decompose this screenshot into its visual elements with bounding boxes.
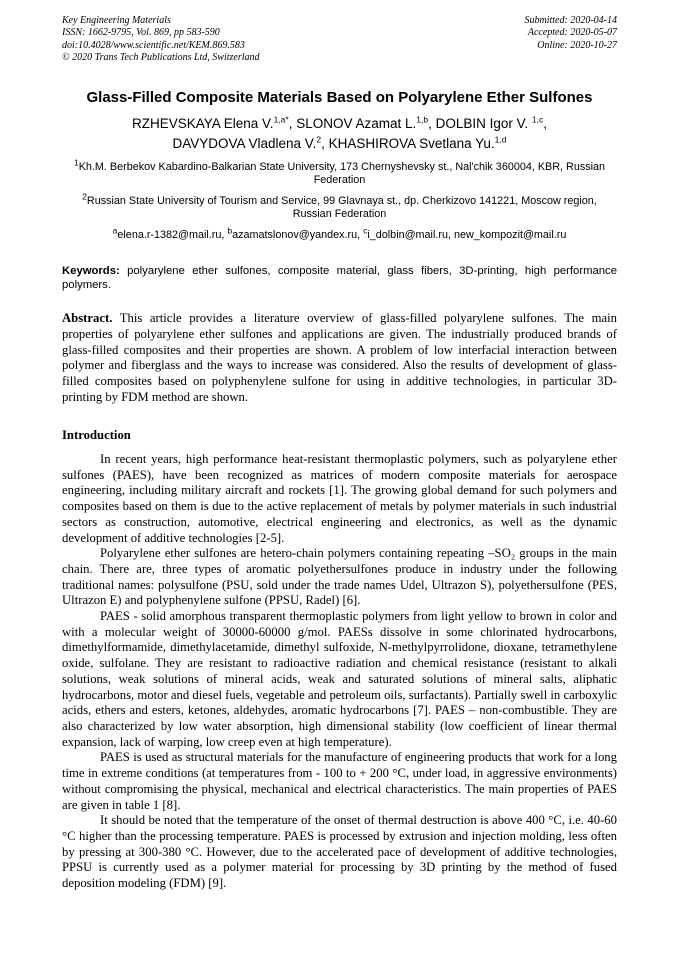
introduction-paragraph: Polyarylene ether sulfones are hetero-chain polymers containing repeating –SO₂ groups in the main chain. There are, three types of aromatic polyethersulfones produce in industry under the following traditional names: polysulfone (PSU, sold under the trade names Udel, Ultrazon S), polyethersulfone (PES, Ultrazon E) and polyphenylene sulfone (PPSU, Radel) [6]. xyxy=(62,546,617,608)
author-name: RZHEVSKAYA Elena V. xyxy=(131,115,274,131)
author-affil-marker: 1,a* xyxy=(273,114,289,125)
journal-header xyxy=(62,15,617,65)
issn-volume-line: ISSN: 1662-9795, Vol. 869, pp 583-590 xyxy=(62,27,220,39)
author-affil-marker: 1,c xyxy=(531,114,544,125)
abstract-block xyxy=(62,311,617,405)
introduction-paragraph: PAES is used as structural materials for the manufacture of engineering products that work for a long time in extreme conditions (at temperatures from - 100 to + 200 °C, under load, in aggressive environments) without compromising the physical, mechanical and electrical characteristics. The main properties of PAES are given in table 1 [8]. xyxy=(62,750,617,812)
copyright-line: © 2020 Trans Tech Publications Ltd, Switzerland xyxy=(62,52,260,64)
online-date: Online: 2020-10-27 xyxy=(537,39,617,51)
affiliation-text: Kh.M. Berbekov Kabardino-Balkarian State University, 173 Chernyshevsky st., Nal'chik 360004, KBR, Russian Federation xyxy=(78,160,606,187)
email-marker: b xyxy=(227,225,233,236)
author-affil-marker: 1,b xyxy=(416,114,429,125)
affiliation-text: Russian State University of Tourism and Service, 99 Glavnaya st., dp. Cherkizovo 141221, Moscow region, Russian Federation xyxy=(86,194,597,221)
affiliation-marker: 2 xyxy=(82,191,87,202)
author-name: DAVYDOVA Vladlena V. xyxy=(172,135,317,151)
keywords-text: polyarylene ether sulfones, composite material, glass fibers, 3D-printing, high performance polymers. xyxy=(62,265,617,292)
introduction-paragraph: PAES - solid amorphous transparent thermoplastic polymers from light yellow to brown in color and with a molecular weight of 30000-60000 g/mol. PAESs dissolve in some chlorinated hydrocarbons, dimethylformamide, dimethylacetamide, dimethyl sulfoxide, N-methylpyrrolidone, dioxane, tetramethylene oxide, sulfolane. They are resistant to radioactive radiation and chemical resistance (resistant to alkali solutions, weak solutions of mineral acids, weak and saturated solutions of mineral salts, aliphatic hydrocarbons, motor and diesel fuels, vegetable and petroleum oils, surfactants). Partially swell in carboxylic acids, ethers and esters, ketones, aldehydes, aromatic hydrocarbons [7]. PAES – non-combustible. They are also characterized by low water absorption, high dimensional stability (low coefficient of linear thermal expansion, lack of warping, low creep even at high temperature). xyxy=(62,609,617,749)
introduction-paragraph: In recent years, high performance heat-resistant thermoplastic polymers, such as polyarylene ether sulfones (PAES), have been recognized as matrices of modern composite materials for aerospace engineering, including military aircraft and rockets [1]. The growing global demand for such polymers and composites based on them is due to the active replacement of metals by polymer materials in such industrial sectors as construction, automotive, electrical engineering and electronics, as well as the dynamic development of additive technologies [2-5]. xyxy=(62,452,617,545)
email-address: elena.r-1382@mail.ru xyxy=(117,228,222,241)
author-name: KHASHIROVA Svetlana Yu. xyxy=(328,135,495,151)
affiliation-1 xyxy=(62,157,617,188)
abstract-label: Abstract. xyxy=(62,311,113,326)
email-address: azamatslonov@yandex.ru xyxy=(232,228,358,241)
keywords-block xyxy=(62,264,617,292)
submitted-date: Submitted: 2020-04-14 xyxy=(524,15,617,26)
affiliation-2 xyxy=(62,191,617,222)
affiliation-marker: 1 xyxy=(73,157,79,168)
journal-info xyxy=(62,15,260,65)
abstract-text: This article provides a literature overview of glass-filled polyarylene sulfones. The main properties of polyarylene ether sulfones and applications are given. The industrially produced brands of glass-filled composites and their properties are shown. A problem of low interfacial interaction between polymer and fiberglass and the ways to increase was considered. Also the results of development of glass-filled composites based on polyphenylene sulfone for using in additive technologies, in particular 3D-printing by FDM method are shown. xyxy=(62,311,617,404)
author-affil-marker: 1,d xyxy=(494,134,507,145)
author-affil-marker: 2 xyxy=(316,134,322,145)
author-list xyxy=(62,114,617,154)
email-address: i_dolbin@mail.ru xyxy=(367,228,448,241)
author-emails: $^a$elena.r-1382@mail.ru, $^b$azamatslonov@yandex.ru, $^c$i_dolbin@mail.ru, new_kompozit@mail.ru xyxy=(112,225,567,241)
accepted-date: Accepted: 2020-05-07 xyxy=(527,27,617,39)
author-line-1: RZHEVSKAYA Elena V.$^{1,a*}$, SLONOV Azamat L.$^{1,b}$, DOLBIN Igor V. $^{1,c}$, xyxy=(131,114,548,131)
keywords-label: Keywords: xyxy=(62,265,120,278)
journal-name: Key Engineering Materials xyxy=(62,15,171,26)
doi-line: doi:10.4028/www.scientific.net/KEM.869.583 xyxy=(62,39,245,51)
paper-title: Glass-Filled Composite Materials Based on Polyarylene Ether Sulfones xyxy=(86,88,593,106)
author-line-2: DAVYDOVA Vladlena V.$^2$, KHASHIROVA Svetlana Yu.$^{1,d}$ xyxy=(172,134,507,151)
email-address: new_kompozit@mail.ru xyxy=(453,228,567,241)
submission-dates xyxy=(525,15,618,52)
author-name: DOLBIN Igor V. xyxy=(435,115,532,131)
email-marker: a xyxy=(112,225,118,236)
email-marker: c xyxy=(363,225,368,236)
author-name: SLONOV Azamat L. xyxy=(296,115,417,131)
introduction-paragraph: It should be noted that the temperature of the onset of thermal destruction is above 400 °C, i.e. 40-60 °C higher than the processing temperature. PAES is processed by extrusion and injection molding, less often by pressing at 300-380 °C. However, due to the accelerated pace of development of additive technologies, PPSU is currently used as a polymer material for processing by 3D printing by the method of fused deposition modeling (FDM) [9]. xyxy=(62,813,617,891)
section-heading-introduction: Introduction xyxy=(62,428,131,443)
